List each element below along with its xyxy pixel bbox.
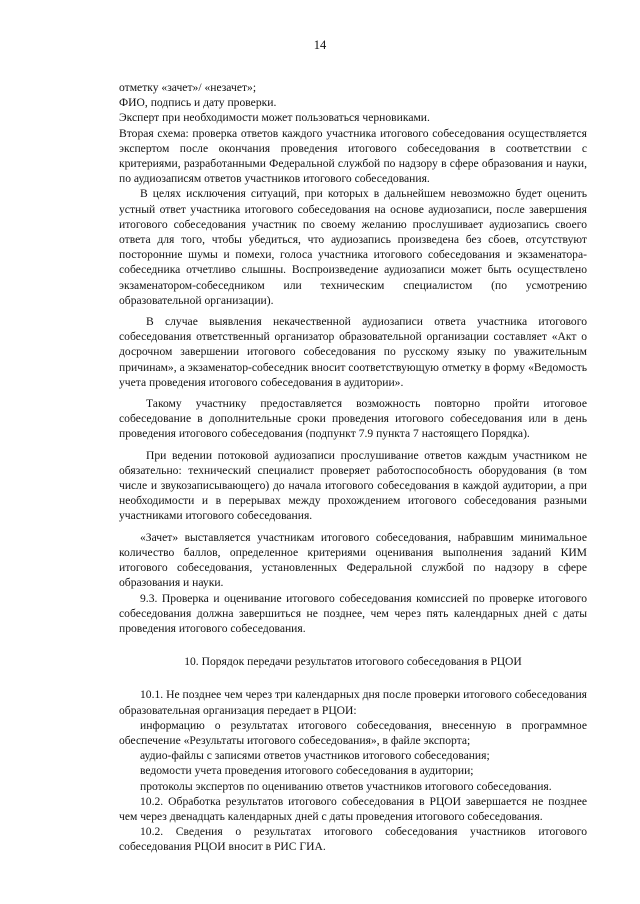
paragraph-poor-audio: В случае выявления некачественной аудиозаписи ответа участника итогового собеседования ответственный организатор образовательной организации составляет «Акт о досрочном завершении итогового собеседования по русскому языку по уважительным причинам», а экзаменатор-собеседник вносит соответствующую отметку в форму «Ведомость учета проведения итогового собеседования в аудитории».: [119, 315, 587, 389]
paragraph-10-2-processing: 10.2. Обработка результатов итогового собеседования в РЦОИ завершается не позднее чем через двенадцать календарных дней с даты проведения итогового собеседования.: [119, 794, 587, 823]
paragraph-audio-check: В целях исключения ситуаций, при которых в дальнейшем невозможно будет оценить устный ответ участника итогового собеседования на основе аудиозаписи, после завершения итогового собеседования участник по своему желанию прослушивает аудиозапись своего ответа для того, чтобы убедиться, что аудиозапись произведена без сбоев, отсутствуют посторонние шумы и помехи, голоса участника итогового собеседования и экзаменатора-собеседника отчетливо слышны. Воспроизведение аудиозаписи может быть осуществлено экзаменатором-собеседником или техническим специалистом (по усмотрению образовательной организации).: [119, 187, 587, 307]
document-body: [119, 80, 587, 855]
paragraph-10-1: 10.1. Не позднее чем через три календарных дня после проверки итогового собеседования образовательная организация передает в РЦОИ:: [119, 688, 587, 717]
paragraph-pass-criteria: «Зачет» выставляется участникам итогового собеседования, набравшим минимальное количество баллов, определенное критериями оценивания выполнения заданий КИМ итогового собеседования, установленных Федеральной службой по надзору в сфере образования и науки.: [119, 530, 587, 590]
paragraph-signature-option: ФИО, подпись и дату проверки.: [119, 96, 277, 110]
paragraph-streaming-audio: При ведении потоковой аудиозаписи прослушивание ответов каждым участником не обязательно: технический специалист проверяет работоспособность оборудования (в том числе и звукозаписывающего) до начала итогового собеседования в каждой аудитории, а при необходимости и в перерывах между прохождением итогового собеседования разными участниками итогового собеседования.: [119, 448, 587, 523]
page-number: 14: [313, 38, 327, 52]
paragraph-second-scheme: Вторая схема: проверка ответов каждого участника итогового собеседования осуществляется экспертом после окончания проведения итогового собеседования в соответствии с критериями, разработанными Федеральной службой по надзору в сфере образования и науки, по аудиозаписям ответов участников итогового собеседования.: [119, 126, 587, 186]
list-item-protocols: протоколы экспертов по оцениванию ответов участников итогового собеседования.: [140, 779, 552, 793]
section-heading: 10. Порядок передачи результатов итогового собеседования в РЦОИ: [184, 655, 522, 669]
paragraph-drafts-note: Эксперт при необходимости может пользоваться черновиками.: [119, 111, 430, 125]
paragraph-retry: Такому участнику предоставляется возможность повторно пройти итоговое собеседование в дополнительные сроки проведения итогового собеседования или в день проведения итогового собеседования (подпункт 7.9 пункта 7 настоящего Порядка).: [119, 397, 587, 441]
list-item-audio-files: аудио-файлы с записями ответов участников итогового собеседования;: [140, 749, 490, 763]
list-item-export-info: информацию о результатах итогового собеседования, внесенную в программное обеспечение «Результаты итогового собеседования», в файле экспорта;: [119, 718, 587, 747]
paragraph-9-3: 9.3. Проверка и оценивание итогового собеседования комиссией по проверке итогового собеседования должна завершиться не позднее, чем через пять календарных дней с даты проведения итогового собеседования.: [119, 591, 587, 635]
paragraph-mark-option: отметку «зачет»/ «незачет»;: [119, 81, 257, 94]
paragraph-10-2-ris: 10.2. Сведения о результатах итогового собеседования участников итогового собеседования РЦОИ вносит в РИС ГИА.: [119, 825, 587, 854]
list-item-statements: ведомости учета проведения итогового собеседования в аудитории;: [140, 764, 474, 778]
